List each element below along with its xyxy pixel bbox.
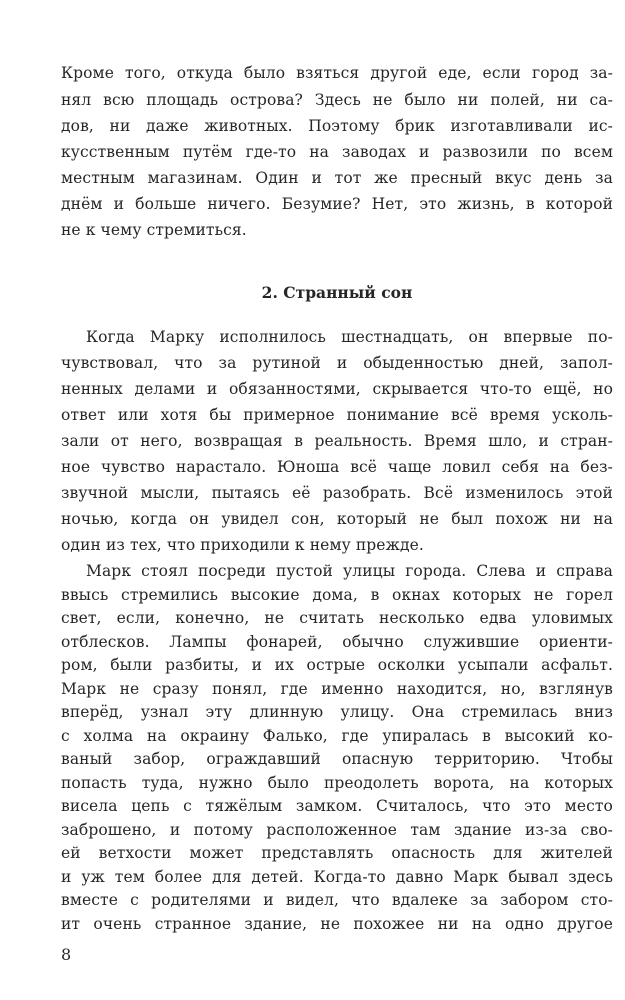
book-page (61, 0, 613, 1000)
text-line: и уж тем более для детей. Когда-то давно Марк бывал здесь (61, 868, 613, 886)
text-line: Марк не сразу понял, где именно находится, но, взглянув (61, 680, 613, 698)
text-line: не к чему стремиться. (61, 221, 247, 239)
text-line: ное чувство нарастало. Юноша всё чаще ловил себя на без- (61, 458, 613, 476)
text-line: зали от него, возвращая в реальность. Время шло, и стран- (61, 432, 613, 450)
text-line: ненных делами и обязанностями, скрывается что-то ещё, но (61, 380, 613, 398)
text-line: свет, если, конечно, не считать несколько едва уловимых (61, 609, 613, 627)
chapter-heading: 2. Странный сон (261, 283, 413, 302)
text-line: один из тех, что приходили к нему прежде. (61, 536, 424, 554)
text-line: отблесков. Лампы фонарей, обычно служившие ориенти- (61, 633, 613, 651)
text-line: заброшено, и потому расположенное там здание из-за сво- (61, 821, 613, 839)
text-line: дов, ни даже животных. Поэтому брик изготавливали ис- (61, 117, 613, 135)
text-line: ввысь стремились высокие дома, в окнах которых не горел (61, 586, 613, 604)
text-line: Когда Марку исполнилось шестнадцать, он впервые по- (86, 328, 613, 346)
text-line: ночью, когда он увидел сон, который не был похож ни на (61, 510, 613, 528)
text-line: местным магазинам. Один и тот же пресный вкус день за (61, 169, 613, 187)
text-line: ваный забор, ограждавший опасную территорию. Чтобы (61, 750, 613, 768)
text-line: ит очень странное здание, не похожее ни на одно другое (61, 915, 613, 933)
page-number: 8 (61, 945, 72, 964)
text-line: чувствовал, что за рутиной и обыденностью дней, запол- (61, 354, 613, 372)
text-line: ром, были разбиты, и их острые осколки усыпали асфальт. (61, 656, 613, 674)
text-line: Кроме того, откуда было взяться другой еде, если город за- (61, 64, 613, 82)
text-line: с холма на окраину Фалько, где упиралась в высокий ко- (61, 727, 613, 745)
text-line: попасть туда, нужно было преодолеть ворота, на которых (61, 774, 613, 792)
text-line: нял всю площадь острова? Здесь не было ни полей, ни са- (61, 91, 613, 109)
text-line: ответ или хотя бы примерное понимание всё время усколь- (61, 406, 613, 424)
text-line: висела цепь с тяжёлым замком. Считалось, что это место (61, 797, 613, 815)
text-line: звучной мысли, пытаясь её разобрать. Всё изменилось этой (61, 484, 613, 502)
text-line: вперёд, узнал эту длинную улицу. Она стремилась вниз (61, 703, 613, 721)
text-line: Марк стоял посреди пустой улицы города. Слева и справа (86, 562, 613, 580)
text-line: днём и больше ничего. Безумие? Нет, это жизнь, в которой (61, 195, 613, 213)
text-line: вместе с родителями и видел, что вдалеке за забором сто- (61, 891, 613, 909)
text-line: ей ветхости может представлять опасность для жителей (61, 844, 613, 862)
text-line: кусственным путём где-то на заводах и развозили по всем (61, 143, 613, 161)
